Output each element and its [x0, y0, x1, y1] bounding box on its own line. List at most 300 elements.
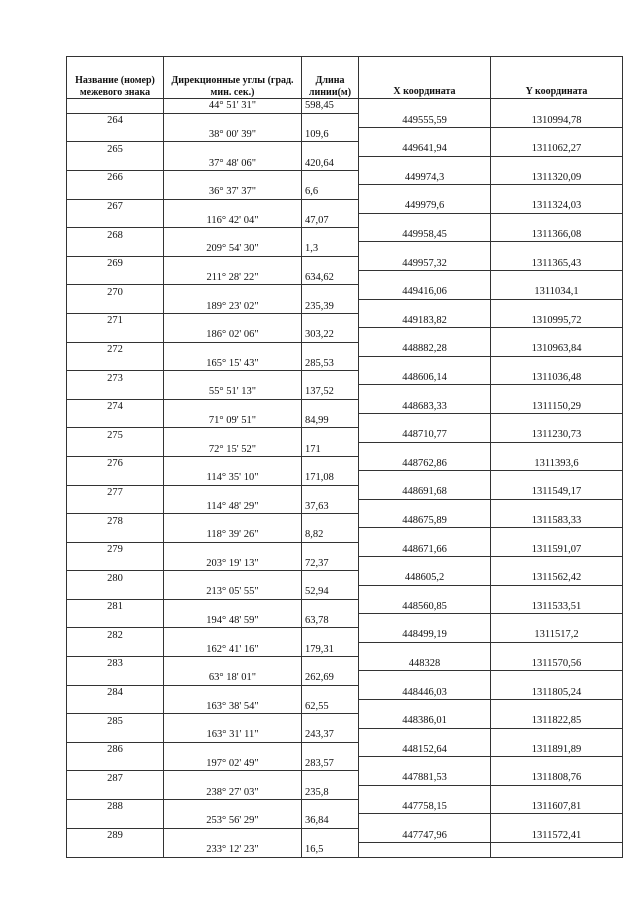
y-cell: [491, 585, 623, 599]
angle-cell: [164, 228, 302, 242]
x-coordinate-cell: 448762,86: [359, 456, 491, 470]
name-cell: [67, 785, 164, 799]
name-cell: [67, 728, 164, 742]
y-cell: [491, 528, 623, 542]
y-cell: [491, 814, 623, 828]
point-row: [67, 428, 623, 442]
angle-cell: [164, 285, 302, 299]
x-coordinate-cell: 449641,94: [359, 142, 491, 156]
point-row: [67, 800, 623, 814]
angle-cell: [164, 342, 302, 356]
segment-row: [67, 242, 623, 256]
point-row: [67, 456, 623, 470]
x-cell: [359, 757, 491, 771]
segment-row: [67, 842, 623, 857]
point-row: [67, 657, 623, 671]
angle-cell: [164, 771, 302, 785]
point-row: [67, 313, 623, 327]
x-coordinate-cell: 447881,53: [359, 771, 491, 785]
y-cell: [491, 442, 623, 456]
angle-cell: 37° 48' 06": [164, 156, 302, 170]
x-cell: [359, 728, 491, 742]
x-cell: [359, 585, 491, 599]
y-cell: [491, 557, 623, 571]
name-cell: [67, 528, 164, 542]
segment-row: [67, 642, 623, 656]
x-coordinate-cell: 449957,32: [359, 256, 491, 270]
point-name-cell: 272: [67, 342, 164, 356]
y-coordinate-cell: 1311607,81: [491, 800, 623, 814]
y-cell: [491, 185, 623, 199]
length-cell: 243,37: [302, 728, 359, 742]
angle-cell: [164, 113, 302, 127]
length-cell: [302, 685, 359, 699]
x-cell: [359, 471, 491, 485]
name-cell: [67, 471, 164, 485]
y-coordinate-cell: 1310994,78: [491, 113, 623, 127]
header-x: X координата: [359, 57, 491, 99]
length-cell: [302, 514, 359, 528]
segment-row: [67, 557, 623, 571]
x-cell: [359, 442, 491, 456]
x-cell: [359, 699, 491, 713]
point-row: [67, 256, 623, 270]
point-name-cell: 278: [67, 514, 164, 528]
length-cell: [302, 113, 359, 127]
length-cell: [302, 742, 359, 756]
angle-cell: [164, 485, 302, 499]
point-row: [67, 342, 623, 356]
angle-cell: [164, 399, 302, 413]
x-coordinate-cell: 448499,19: [359, 628, 491, 642]
point-name-cell: 277: [67, 485, 164, 499]
point-row: [67, 142, 623, 156]
angle-cell: [164, 170, 302, 184]
point-row: [67, 113, 623, 127]
point-name-cell: 266: [67, 170, 164, 184]
angle-cell: [164, 714, 302, 728]
angle-cell: 38° 00' 39": [164, 128, 302, 142]
length-cell: 37,63: [302, 499, 359, 513]
y-coordinate-cell: 1311366,08: [491, 228, 623, 242]
y-coordinate-cell: 1311324,03: [491, 199, 623, 213]
segment-row: [67, 385, 623, 399]
y-coordinate-cell: 1311591,07: [491, 542, 623, 556]
length-cell: 283,57: [302, 757, 359, 771]
point-row: [67, 285, 623, 299]
y-coordinate-cell: 1310963,84: [491, 342, 623, 356]
angle-cell: 116° 42' 04": [164, 213, 302, 227]
segment-row: [67, 814, 623, 828]
y-cell: [491, 471, 623, 485]
x-coordinate-cell: 448683,33: [359, 399, 491, 413]
angle-cell: 55° 51' 13": [164, 385, 302, 399]
length-cell: [302, 285, 359, 299]
x-coordinate-cell: 448691,68: [359, 485, 491, 499]
y-cell: [491, 213, 623, 227]
x-cell: [359, 356, 491, 370]
length-cell: [302, 828, 359, 842]
segment-row: [67, 128, 623, 142]
segment-row: [67, 757, 623, 771]
x-coordinate-cell: 448882,28: [359, 342, 491, 356]
angle-cell: 114° 35' 10": [164, 471, 302, 485]
angle-cell: [164, 256, 302, 270]
angle-cell: 63° 18' 01": [164, 671, 302, 685]
angle-cell: [164, 685, 302, 699]
length-cell: 137,52: [302, 385, 359, 399]
y-coordinate-cell: 1311320,09: [491, 170, 623, 184]
point-row: [67, 714, 623, 728]
length-cell: [302, 456, 359, 470]
point-name-cell: 282: [67, 628, 164, 642]
length-cell: 235,39: [302, 299, 359, 313]
length-cell: [302, 542, 359, 556]
y-cell: [491, 614, 623, 628]
length-cell: [302, 256, 359, 270]
length-cell: [302, 342, 359, 356]
angle-cell: 118° 39' 26": [164, 528, 302, 542]
length-cell: 72,37: [302, 557, 359, 571]
segment-row: [67, 614, 623, 628]
point-name-cell: 288: [67, 800, 164, 814]
point-name-cell: 271: [67, 313, 164, 327]
boundary-coordinates-table: [66, 56, 623, 858]
x-coordinate-cell: 448446,03: [359, 685, 491, 699]
angle-cell: 186° 02' 06": [164, 328, 302, 342]
point-row: [67, 228, 623, 242]
angle-cell: [164, 800, 302, 814]
name-cell: [67, 642, 164, 656]
y-cell: [491, 356, 623, 370]
x-coordinate-cell: 449974,3: [359, 170, 491, 184]
length-cell: 262,69: [302, 671, 359, 685]
point-row: [67, 571, 623, 585]
length-cell: [302, 142, 359, 156]
segment-row: [67, 356, 623, 370]
x-cell: [359, 671, 491, 685]
segment-row: [67, 271, 623, 285]
point-row: [67, 628, 623, 642]
length-cell: [302, 628, 359, 642]
x-cell: [359, 614, 491, 628]
length-cell: 235,8: [302, 785, 359, 799]
segment-row: [67, 156, 623, 170]
y-cell: [491, 642, 623, 656]
angle-cell: [164, 313, 302, 327]
y-coordinate-cell: 1311365,43: [491, 256, 623, 270]
length-cell: [302, 199, 359, 213]
y-cell: [491, 328, 623, 342]
name-cell: [67, 814, 164, 828]
point-row: [67, 371, 623, 385]
segment-row: [67, 585, 623, 599]
name-cell: [67, 271, 164, 285]
length-cell: [302, 714, 359, 728]
name-cell: [67, 128, 164, 142]
point-row: [67, 514, 623, 528]
angle-cell: [164, 199, 302, 213]
angle-cell: 71° 09' 51": [164, 414, 302, 428]
length-cell: 171,08: [302, 471, 359, 485]
point-name-cell: 270: [67, 285, 164, 299]
point-row: [67, 685, 623, 699]
x-cell: [359, 785, 491, 799]
angle-cell: 163° 31' 11": [164, 728, 302, 742]
x-coordinate-cell: 448560,85: [359, 599, 491, 613]
length-cell: [302, 428, 359, 442]
length-cell: [302, 800, 359, 814]
angle-cell: 203° 19' 13": [164, 557, 302, 571]
angle-cell: [164, 514, 302, 528]
x-coordinate-cell: 448328: [359, 657, 491, 671]
y-cell: [491, 699, 623, 713]
y-cell: [491, 757, 623, 771]
length-cell: [302, 485, 359, 499]
point-row: [67, 828, 623, 842]
angle-cell: [164, 599, 302, 613]
name-cell: [67, 842, 164, 857]
x-coordinate-cell: 448606,14: [359, 371, 491, 385]
y-cell: [491, 728, 623, 742]
length-cell: [302, 313, 359, 327]
angle-cell: 189° 23' 02": [164, 299, 302, 313]
length-cell: 47,07: [302, 213, 359, 227]
y-coordinate-cell: 1311572,41: [491, 828, 623, 842]
angle-cell: 194° 48' 59": [164, 614, 302, 628]
y-cell: [491, 99, 623, 114]
y-coordinate-cell: 1311533,51: [491, 599, 623, 613]
segment-row: [67, 471, 623, 485]
angle-cell: 253° 56' 29": [164, 814, 302, 828]
y-coordinate-cell: 1311230,73: [491, 428, 623, 442]
point-name-cell: 289: [67, 828, 164, 842]
y-coordinate-cell: 1311517,2: [491, 628, 623, 642]
angle-cell: 72° 15' 52": [164, 442, 302, 456]
x-coordinate-cell: 448710,77: [359, 428, 491, 442]
point-name-cell: 280: [67, 571, 164, 585]
angle-cell: 213° 05' 55": [164, 585, 302, 599]
x-coordinate-cell: 449183,82: [359, 313, 491, 327]
x-coordinate-cell: 448152,64: [359, 742, 491, 756]
angle-cell: 197° 02' 49": [164, 757, 302, 771]
name-cell: [67, 585, 164, 599]
point-name-cell: 265: [67, 142, 164, 156]
length-cell: 171: [302, 442, 359, 456]
angle-cell: 233° 12' 23": [164, 842, 302, 857]
x-cell: [359, 528, 491, 542]
y-coordinate-cell: 1311891,89: [491, 742, 623, 756]
angle-cell: 165° 15' 43": [164, 356, 302, 370]
x-cell: [359, 213, 491, 227]
length-cell: 179,31: [302, 642, 359, 656]
point-row: [67, 399, 623, 413]
name-cell: [67, 356, 164, 370]
point-name-cell: 267: [67, 199, 164, 213]
y-coordinate-cell: 1311062,27: [491, 142, 623, 156]
angle-cell: 114° 48' 29": [164, 499, 302, 513]
angle-cell: 36° 37' 37": [164, 185, 302, 199]
segment-row: [67, 213, 623, 227]
length-cell: [302, 170, 359, 184]
angle-cell: 44° 51' 31": [164, 99, 302, 114]
x-coordinate-cell: 448671,66: [359, 542, 491, 556]
point-row: [67, 742, 623, 756]
angle-cell: [164, 142, 302, 156]
x-coordinate-cell: 449958,45: [359, 228, 491, 242]
x-coordinate-cell: 449416,06: [359, 285, 491, 299]
point-name-cell: 285: [67, 714, 164, 728]
angle-cell: 163° 38' 54": [164, 699, 302, 713]
point-name-cell: 283: [67, 657, 164, 671]
x-cell: [359, 128, 491, 142]
angle-cell: [164, 828, 302, 842]
angle-cell: 238° 27' 03": [164, 785, 302, 799]
length-cell: [302, 771, 359, 785]
name-cell: [67, 499, 164, 513]
y-cell: [491, 499, 623, 513]
x-cell: [359, 385, 491, 399]
x-cell: [359, 814, 491, 828]
y-coordinate-cell: 1311583,33: [491, 514, 623, 528]
angle-cell: [164, 456, 302, 470]
y-coordinate-cell: 1311549,17: [491, 485, 623, 499]
x-cell: [359, 842, 491, 857]
length-cell: 8,82: [302, 528, 359, 542]
length-cell: 634,62: [302, 271, 359, 285]
angle-cell: 162° 41' 16": [164, 642, 302, 656]
angle-cell: 209° 54' 30": [164, 242, 302, 256]
point-name-cell: 268: [67, 228, 164, 242]
angle-cell: [164, 657, 302, 671]
segment-row: [67, 299, 623, 313]
x-cell: [359, 299, 491, 313]
name-cell: [67, 757, 164, 771]
segment-row: [67, 414, 623, 428]
length-cell: 303,22: [302, 328, 359, 342]
y-coordinate-cell: 1311036,48: [491, 371, 623, 385]
length-cell: 84,99: [302, 414, 359, 428]
segment-row: [67, 99, 623, 114]
segment-row: [67, 785, 623, 799]
length-cell: 36,84: [302, 814, 359, 828]
angle-cell: [164, 542, 302, 556]
point-name-cell: 279: [67, 542, 164, 556]
length-cell: 285,53: [302, 356, 359, 370]
x-coordinate-cell: 447747,96: [359, 828, 491, 842]
name-cell: [67, 671, 164, 685]
name-cell: [67, 385, 164, 399]
x-coordinate-cell: 448386,01: [359, 714, 491, 728]
point-name-cell: 275: [67, 428, 164, 442]
x-cell: [359, 185, 491, 199]
point-name-cell: 284: [67, 685, 164, 699]
x-coordinate-cell: 447758,15: [359, 800, 491, 814]
point-name-cell: 287: [67, 771, 164, 785]
length-cell: [302, 657, 359, 671]
length-cell: 16,5: [302, 842, 359, 857]
point-name-cell: 273: [67, 371, 164, 385]
y-coordinate-cell: 1311562,42: [491, 571, 623, 585]
segment-row: [67, 499, 623, 513]
y-coordinate-cell: 1311393,6: [491, 456, 623, 470]
x-cell: [359, 99, 491, 114]
y-coordinate-cell: 1311034,1: [491, 285, 623, 299]
y-cell: [491, 385, 623, 399]
y-cell: [491, 242, 623, 256]
length-cell: 109,6: [302, 128, 359, 142]
x-cell: [359, 414, 491, 428]
length-cell: [302, 371, 359, 385]
length-cell: 1,3: [302, 242, 359, 256]
name-cell: [67, 213, 164, 227]
y-coordinate-cell: 1311150,29: [491, 399, 623, 413]
length-cell: [302, 599, 359, 613]
segment-row: [67, 328, 623, 342]
point-name-cell: 286: [67, 742, 164, 756]
name-cell: [67, 299, 164, 313]
x-cell: [359, 642, 491, 656]
segment-row: [67, 442, 623, 456]
angle-cell: [164, 628, 302, 642]
x-cell: [359, 499, 491, 513]
point-row: [67, 170, 623, 184]
x-coordinate-cell: 449979,6: [359, 199, 491, 213]
point-name-cell: 276: [67, 456, 164, 470]
y-cell: [491, 128, 623, 142]
segment-row: [67, 185, 623, 199]
name-cell: [67, 442, 164, 456]
name-cell: [67, 614, 164, 628]
y-coordinate-cell: 1310995,72: [491, 313, 623, 327]
point-row: [67, 599, 623, 613]
segment-row: [67, 728, 623, 742]
x-cell: [359, 328, 491, 342]
y-coordinate-cell: 1311805,24: [491, 685, 623, 699]
y-cell: [491, 156, 623, 170]
name-cell: [67, 99, 164, 114]
point-name-cell: 274: [67, 399, 164, 413]
name-cell: [67, 557, 164, 571]
table-header-row: [67, 57, 623, 99]
name-cell: [67, 699, 164, 713]
point-row: [67, 485, 623, 499]
segment-row: [67, 528, 623, 542]
length-cell: 63,78: [302, 614, 359, 628]
header-angle: Дирекционные углы (град. мин. сек.): [164, 57, 302, 99]
name-cell: [67, 328, 164, 342]
angle-cell: [164, 742, 302, 756]
x-coordinate-cell: 449555,59: [359, 113, 491, 127]
y-cell: [491, 271, 623, 285]
angle-cell: [164, 428, 302, 442]
x-cell: [359, 156, 491, 170]
y-cell: [491, 414, 623, 428]
point-row: [67, 542, 623, 556]
y-cell: [491, 785, 623, 799]
length-cell: 6,6: [302, 185, 359, 199]
angle-cell: [164, 571, 302, 585]
angle-cell: 211° 28' 22": [164, 271, 302, 285]
name-cell: [67, 414, 164, 428]
length-cell: 598,45: [302, 99, 359, 114]
point-name-cell: 264: [67, 113, 164, 127]
y-coordinate-cell: 1311570,56: [491, 657, 623, 671]
x-cell: [359, 557, 491, 571]
segment-row: [67, 699, 623, 713]
length-cell: 420,64: [302, 156, 359, 170]
segment-row: [67, 671, 623, 685]
